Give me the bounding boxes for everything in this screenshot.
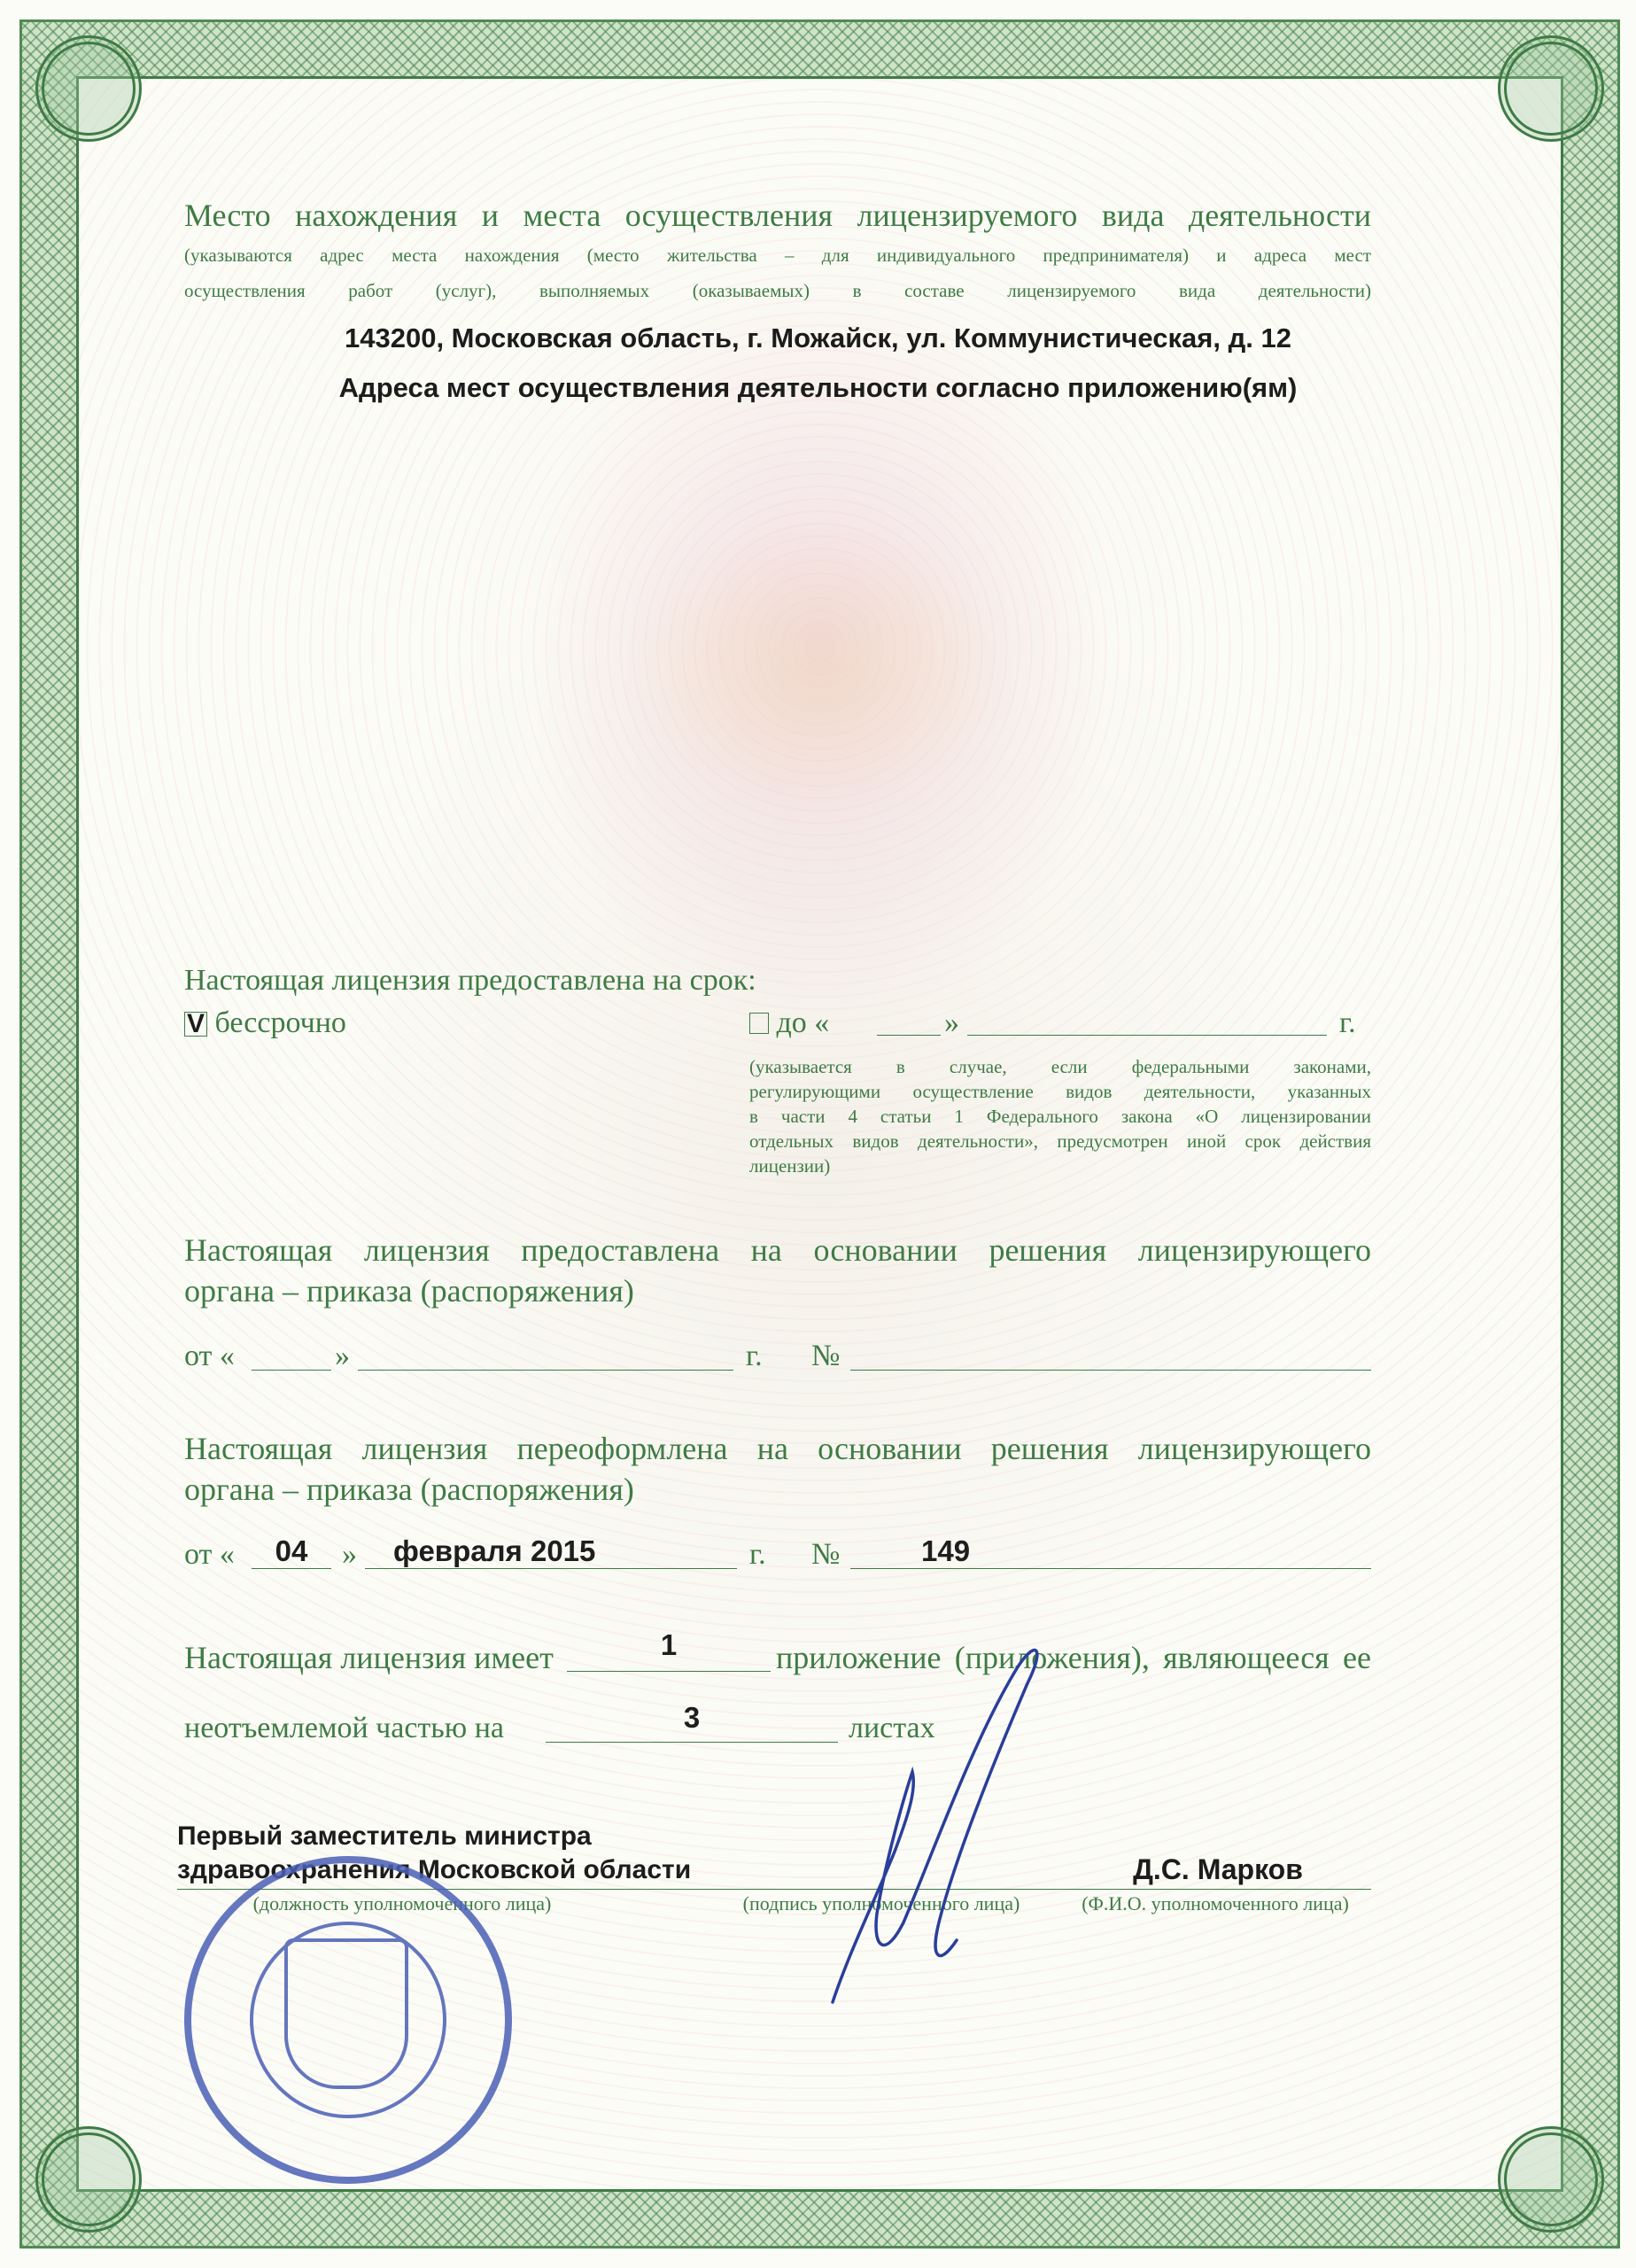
- grant-year-suffix: г.: [746, 1340, 763, 1372]
- official-position-line2: здравоохранения Московской области: [177, 1855, 692, 1884]
- location-note-line2: осуществления работ (услуг), выполняемых (оказываемых) в составе лицензируемого вида деятельности): [184, 280, 1371, 301]
- until-checkbox: [749, 1013, 769, 1034]
- until-day-line: [877, 1035, 941, 1036]
- unlimited-checkbox: V: [184, 1012, 207, 1037]
- name-caption: (Ф.И.О. уполномоченного лица): [1082, 1892, 1349, 1915]
- appendix-count-suffix: приложение (приложения), являющееся ее: [776, 1640, 1371, 1675]
- grant-day-line: [252, 1370, 331, 1371]
- reissue-close-quote: »: [342, 1538, 357, 1571]
- unlimited-option: [184, 1006, 346, 1040]
- handwritten-signature: [779, 1630, 1098, 2038]
- grant-number-label: №: [811, 1340, 841, 1372]
- official-stamp: [184, 1856, 512, 2184]
- term-note-line: отдельных видов деятельности», предусмотрен иной срок действия: [749, 1130, 1371, 1152]
- appendix-sheets-suffix: листах: [849, 1712, 935, 1744]
- until-date-line: [967, 1035, 1327, 1036]
- until-option: [749, 1006, 829, 1040]
- reissue-day-line: [252, 1568, 331, 1569]
- grant-line2: органа – приказа (распоряжения): [184, 1273, 634, 1309]
- position-caption: (должность уполномоченного лица): [252, 1892, 552, 1915]
- term-heading: Настоящая лицензия предоставлена на срок:: [184, 964, 756, 997]
- appendix-has-label: Настоящая лицензия имеет: [184, 1640, 554, 1675]
- grant-date-line: [358, 1370, 733, 1371]
- corner-ornament-icon: [35, 2126, 142, 2233]
- grant-number-line: [850, 1370, 1371, 1371]
- reissue-date-line: [365, 1568, 737, 1569]
- reissue-day: 04: [275, 1534, 308, 1567]
- reissue-from-label: от «: [184, 1538, 235, 1571]
- corner-ornament-icon: [1498, 2126, 1604, 2233]
- grant-line1: Настоящая лицензия предоставлена на основании решения лицензирующего: [184, 1232, 1371, 1268]
- corner-ornament-icon: [35, 35, 142, 142]
- reissue-month-year: февраля 2015: [393, 1534, 596, 1567]
- appendix-integral-label: неотъемлемой частью на: [184, 1712, 504, 1744]
- official-position-line1: Первый заместитель министра: [177, 1821, 592, 1851]
- official-name: Д.С. Марков: [1133, 1853, 1303, 1885]
- signature-caption: (подпись уполномоченного лица): [742, 1892, 1020, 1915]
- appendix-count-line: [567, 1671, 771, 1672]
- until-label: до «: [776, 1006, 830, 1039]
- reissue-number: 149: [921, 1534, 971, 1567]
- location-address: 143200, Московская область, г. Можайск, ул. Коммунистическая, д. 12: [345, 322, 1291, 353]
- addresses-note: Адреса мест осуществления деятельности согласно приложению(ям): [338, 372, 1298, 403]
- term-note-line: лицензии): [749, 1155, 831, 1177]
- reissue-number-label: №: [811, 1538, 841, 1571]
- appendix-sheets: 3: [683, 1701, 701, 1734]
- corner-ornament-icon: [1498, 35, 1604, 142]
- reissue-year-suffix: г.: [749, 1538, 766, 1571]
- appendix-count: 1: [660, 1628, 678, 1661]
- term-note-line: (указывается в случае, если федеральными законами,: [749, 1056, 1371, 1077]
- reissue-line2: органа – приказа (распоряжения): [184, 1472, 634, 1507]
- grant-close-quote: »: [335, 1340, 350, 1372]
- until-close-quote: »: [944, 1006, 959, 1039]
- term-note-line: в части 4 статьи 1 Федерального закона «О лицензировании: [749, 1106, 1371, 1127]
- location-note-line1: (указываются адрес места нахождения (место жительства – для индивидуального предпринимателя) и адреса мест: [184, 245, 1371, 266]
- coat-of-arms-icon: [284, 1938, 408, 2089]
- grant-from-label: от «: [184, 1340, 235, 1372]
- until-year-suffix: г.: [1339, 1006, 1356, 1039]
- reissue-line1: Настоящая лицензия переоформлена на основании решения лицензирующего: [184, 1431, 1371, 1466]
- location-heading: Место нахождения и места осуществления лицензируемого вида деятельности: [184, 198, 1371, 233]
- term-note-line: регулирующими осуществление видов деятельности, указанных: [749, 1081, 1371, 1102]
- reissue-number-line: [850, 1568, 1371, 1569]
- unlimited-label: бессрочно: [214, 1006, 346, 1039]
